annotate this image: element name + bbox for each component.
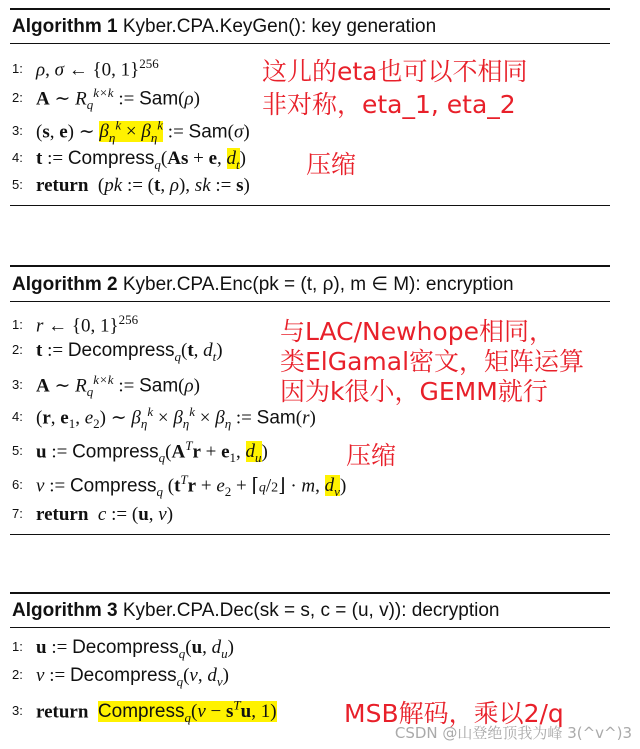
- alg1-line-3: 3: (s, e) ∼ $\beta_\eta^k \times \beta_\eta^k$ := Sam(σ): [12, 118, 250, 146]
- highlight-msb-compress: Compress$_q$(v − $s^Tu$, 1): [97, 698, 277, 726]
- bottom-rule: [10, 205, 610, 206]
- alg2-line-6: 6: v := Compress$_q$ ($t^Tr + e_2$ + ⌈q/2⌋ · m, $d_v$): [12, 472, 347, 500]
- line-number: 2:: [12, 667, 23, 682]
- annotation-lac-2: 类ElGamal密文，矩阵运算: [280, 347, 585, 376]
- line-number: 4:: [12, 409, 23, 425]
- algorithm-3-title: Kyber.CPA.Dec(sk = s, c = (u, v)): decryption: [122, 600, 500, 621]
- algorithm-3-label: Algorithm 3: [12, 600, 118, 621]
- algorithm-1-title: Kyber.CPA.KeyGen(): key generation: [122, 16, 437, 37]
- line-number: 2:: [12, 342, 23, 357]
- line-number: 3:: [12, 703, 23, 719]
- header-rule: [10, 627, 610, 628]
- alg2-line-5: 5: u := $Compress_q(A^Tr + e_1$, $d_u$): [12, 438, 268, 466]
- alg2-line-1: 1: r ← {0, 1}$^{256}$: [12, 312, 139, 337]
- line-number: 3:: [12, 123, 23, 139]
- algorithm-2-header: [10, 267, 610, 301]
- line-number: 1:: [12, 639, 23, 654]
- annotation-eta-2: 非对称，eta_1, eta_2: [262, 90, 516, 119]
- line-number: 5:: [12, 177, 23, 192]
- alg2-line-7: 7: return c := (u, v): [12, 504, 174, 525]
- alg2-line-2: 2: t := Decompress$_q$(t, $d_t$): [12, 340, 223, 364]
- header-rule: [10, 43, 610, 44]
- alg1-line-4: 4: t := Compress$_q$(As + e, $d_t$): [12, 148, 246, 172]
- line-number: 5:: [12, 443, 23, 459]
- line-number: 7:: [12, 506, 23, 521]
- algorithm-1-label: Algorithm 1: [12, 16, 118, 37]
- annotation-lac-1: 与LAC/Newhope相同，: [280, 317, 554, 346]
- algorithm-2: [10, 265, 610, 302]
- watermark: CSDN @山登绝顶我为峰 3(^v^)3: [394, 724, 632, 742]
- highlight-eta: $\beta_\eta^k \times \beta_\eta^k$: [99, 118, 164, 146]
- line-number: 2:: [12, 90, 23, 106]
- algorithm-2-title: Kyber.CPA.Enc(pk = (t, ρ), m ∈ M): encryption: [122, 274, 514, 295]
- annotation-eta-1: 这儿的eta也可以不相同: [262, 57, 528, 86]
- alg2-line-3: 3: A ∼ $R_q^{k\times k}$ := Sam(ρ): [12, 372, 200, 400]
- line-number: 3:: [12, 377, 23, 393]
- annotation-msb: MSB解码，乘以2/q: [344, 699, 564, 728]
- annotation-compress-1: 压缩: [306, 150, 357, 179]
- alg1-line-2: 2: A ∼ $R_q^{k\times k}$ := Sam(ρ): [12, 85, 200, 113]
- alg1-line-1: 1: ρ, σ ← {0, 1}$^{256}$: [12, 56, 159, 81]
- algorithm-2-label: Algorithm 2: [12, 274, 118, 295]
- algorithm-1: [10, 8, 610, 44]
- alg2-line-4: 4: (r, $e_1$, $e_2$) ∼ $\beta_\eta^k \times \beta_\eta^k \times \beta_\eta$ := Sam(r): [12, 404, 316, 432]
- highlight-dt: $d_t$: [226, 148, 240, 172]
- header-rule: [10, 301, 610, 302]
- alg3-line-1: 1: u := Decompress$_q$(u, $d_u$): [12, 637, 234, 661]
- highlight-du: $d_u$: [245, 441, 262, 466]
- alg3-line-3: 3: return Compress$_q$(v − $s^Tu$, 1): [12, 698, 277, 726]
- highlight-dv: $d_v$: [324, 475, 340, 500]
- annotation-compress-2: 压缩: [346, 441, 397, 470]
- line-number: 1:: [12, 61, 23, 77]
- algorithm-3-header: [10, 594, 610, 627]
- line-number: 6:: [12, 477, 23, 493]
- algorithm-1-header: [10, 10, 610, 43]
- line-number: 1:: [12, 317, 23, 333]
- alg3-line-2: 2: v := Decompress$_q$(v, $d_v$): [12, 665, 229, 689]
- bottom-rule: [10, 534, 610, 535]
- algorithm-3: [10, 592, 610, 628]
- line-number: 4:: [12, 150, 23, 165]
- annotation-lac-3: 因为k很小，GEMM就行: [280, 377, 548, 406]
- alg1-line-5: 5: return (pk := (t, ρ), sk := s): [12, 175, 250, 196]
